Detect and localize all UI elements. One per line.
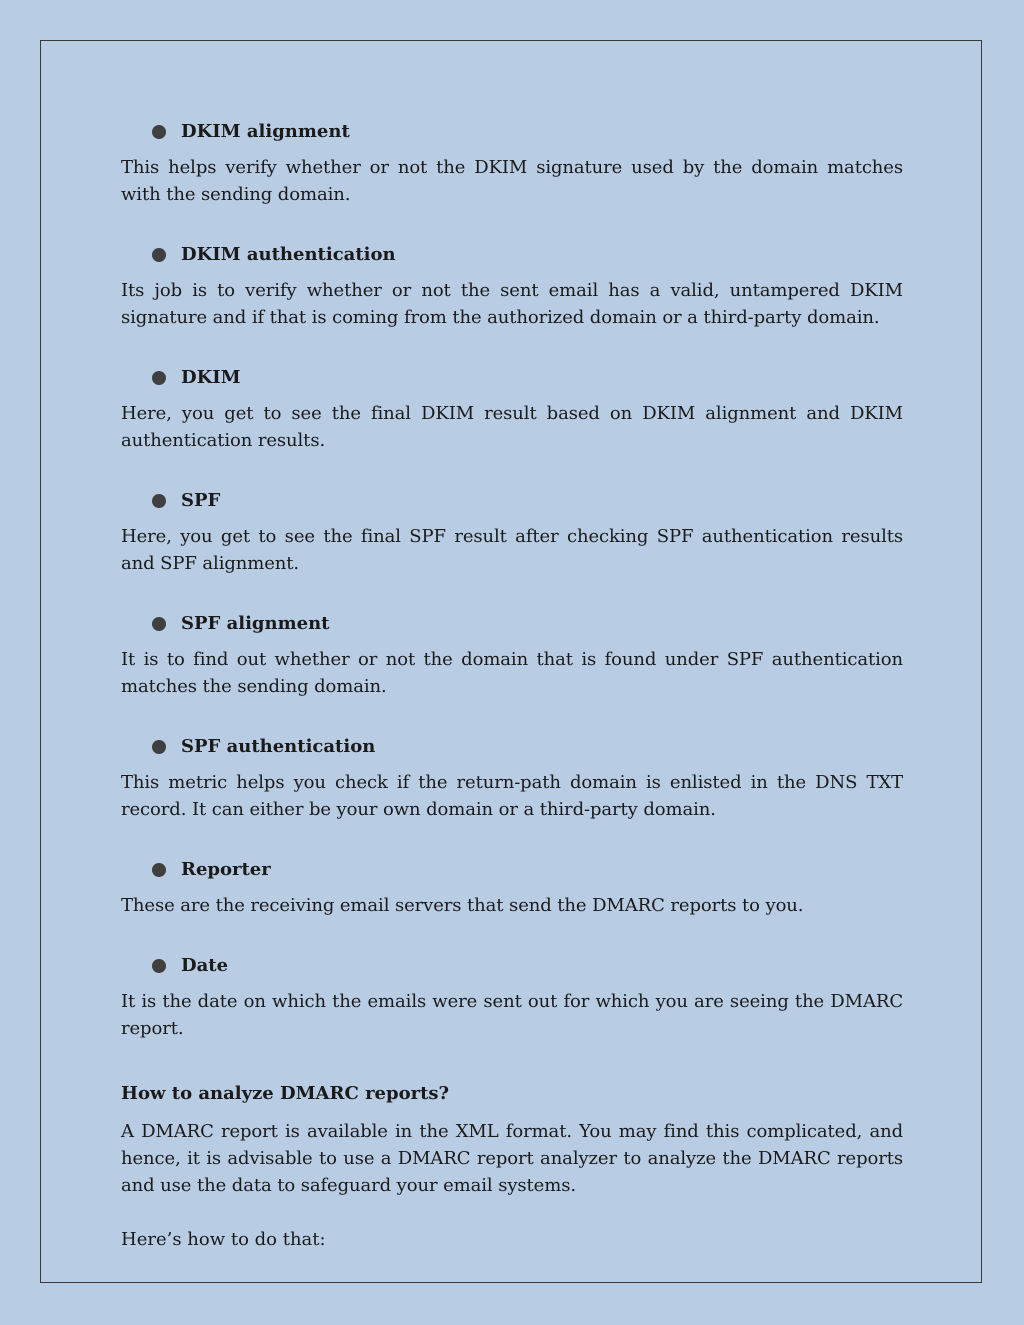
closing-line: Here’s how to do that: [121,1229,326,1250]
term-label: SPF authentication [181,736,376,757]
term-description: Here, you get to see the final DKIM result based on DKIM alignment and DKIM authentication results. [121,403,903,451]
term-heading [152,733,903,761]
section-body: A DMARC report is available in the XML format. You may find this complicated, and hence, it is advisable to use a DMARC report analyzer to analyze the DMARC reports and use the data to safeguard your email systems. [121,1121,903,1196]
term-label: DKIM alignment [181,121,350,142]
bullet-icon [152,248,166,262]
term-item [121,487,903,577]
bullet-icon [152,125,166,139]
term-item [121,364,903,454]
document-content [121,118,903,1253]
term-heading [152,118,903,146]
bullet-icon [152,863,166,877]
term-item [121,733,903,823]
term-item [121,118,903,208]
term-description: Its job is to verify whether or not the sent email has a valid, untampered DKIM signature and if that is coming from the authorized domain or a third-party domain. [121,280,903,328]
term-description: This helps verify whether or not the DKIM signature used by the domain matches with the sending domain. [121,157,903,205]
term-description: It is the date on which the emails were sent out for which you are seeing the DMARC report. [121,991,903,1039]
term-label: Date [181,955,229,976]
term-heading [152,610,903,638]
bullet-icon [152,959,166,973]
section-heading: How to analyze DMARC reports? [121,1083,450,1104]
term-item [121,952,903,1042]
term-description: Here, you get to see the final SPF result after checking SPF authentication results and SPF alignment. [121,526,903,574]
term-description: This metric helps you check if the return-path domain is enlisted in the DNS TXT record. It can either be your own domain or a third-party domain. [121,772,903,820]
bullet-icon [152,740,166,754]
term-description: These are the receiving email servers that send the DMARC reports to you. [121,895,804,916]
bullet-icon [152,617,166,631]
bullet-icon [152,494,166,508]
term-heading [152,856,903,884]
term-item [121,610,903,700]
term-heading [152,952,903,980]
term-label: DKIM [181,367,241,388]
term-heading [152,364,903,392]
term-item [121,856,903,919]
term-label: Reporter [181,859,271,880]
term-label: DKIM authentication [181,244,396,265]
term-heading [152,487,903,515]
term-label: SPF alignment [181,613,330,634]
term-item [121,241,903,331]
term-description: It is to find out whether or not the domain that is found under SPF authentication matches the sending domain. [121,649,903,697]
bullet-icon [152,371,166,385]
term-label: SPF [181,490,221,511]
term-heading [152,241,903,269]
